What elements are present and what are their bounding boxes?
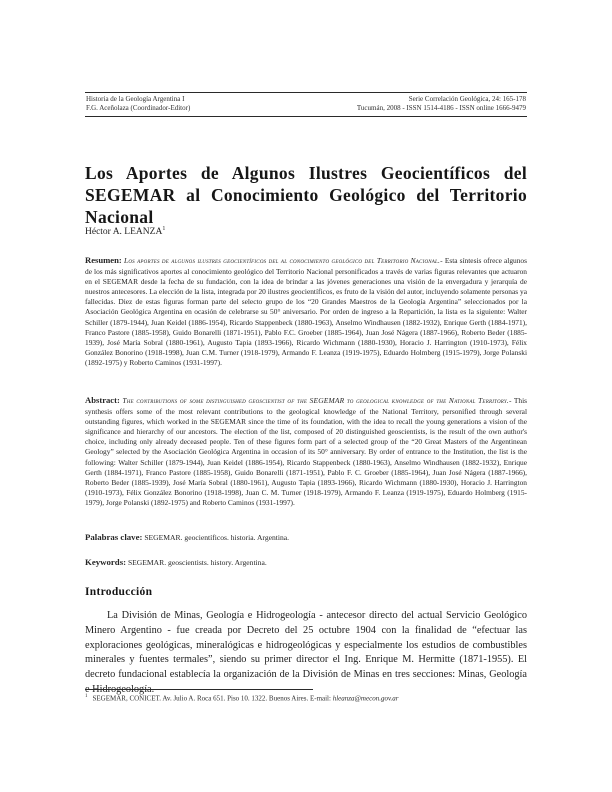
footnote: [85, 692, 527, 703]
resumen-label: Resumen:: [85, 255, 122, 266]
introduction-paragraph: [85, 609, 527, 697]
keywords-label: Keywords:: [85, 556, 127, 567]
author-line: [85, 226, 527, 237]
journal-series-title: Historia de la Geología Argentina I: [86, 95, 185, 103]
introduction-text: La División de Minas, Geología e Hidrogeología - antecesor directo del actual Servicio Geológico Minero Argentino - fue creada por Decreto del 25 octubre 1904 con la finalidad de “efectuar las exploraciones geológicas, mineralógicas e hidrogeológicas y especialmente los estudios de combustibles minerales y fuentes termales”, siendo su primer director el Ing. Enrique M. Hermitte (1871-1955). El decreto fundacional establecía la organización de la División de Minas en tres secciones: Minas, Geología e Hidrogeología.: [85, 610, 527, 695]
journal-editor: F.G. Aceñolaza (Coordinador-Editor): [86, 104, 191, 112]
palabras-clave-label: Palabras clave:: [85, 531, 143, 542]
journal-header-left: [86, 95, 190, 113]
article-title: Los Aportes de Algunos Ilustres Geocientíficos del SEGEMAR al Conocimiento Geológico del Territorio Nacional: [85, 162, 527, 227]
resumen-body: Esta síntesis ofrece algunos de los más significativos aportes al conocimiento geológico del Territorio Nacional personificados a través de varias figuras relevantes que actuaron en el SEGEMAR desde la fecha de su fundación, con la idea de brindar a las jóvenes generaciones una visión de la envergadura y jerarquía de nuestros antecesores. La elección de la lista, integrada por 20 ilustres geocientíficos, es fruto de la visión del autor, incluyendo solamente personas ya fallecidas. Diez de estas figuras forman parte del selecto grupo de los “20 Grandes Maestros de la Geología Argentina” seleccionados por la Asociación Geológica Argentina en ocasión de celebrarse su 50° aniversario. Por orden de ingreso a la Repartición, la lista es la siguiente: Walter Schiller (1879-1944), Juan Keidel (1886-1954), Ricardo Stappenbeck (1880-1963), Anselmo Windhausen (1882-1932), Enrique Gerth (1884-1971), Franco Pastore (1885-1958), Guido Bonarelli (1871-1951), Pablo F.C. Groeber (1885-1964), Juan José Nágera (1887-1966), Roberto Beder (1885-1939), José María Sobral (1880-1961), Augusto Tapia (1893-1966), Ricardo Wichmann (1880-1930), Horacio J. Harrington (1910-1973), Félix González Bonorino (1918-1998), Juan C.M. Turner (1918-1979), Armando F. Leanza (1919-1975), Eduardo Holmberg (1915-1979), Jorge Polanski (1892-1975) y Roberto Caminos (1931-1997).: [85, 256, 527, 368]
resumen-paragraph: [85, 255, 527, 368]
author-footnote-marker: 1: [162, 226, 166, 232]
abstract-label: Abstract:: [85, 395, 120, 406]
journal-header: [85, 92, 527, 117]
header-bottom-rule: [85, 116, 527, 117]
palabras-clave-line: [85, 532, 527, 542]
palabras-clave-text: SEGEMAR. geocientíficos. historia. Argentina.: [142, 532, 290, 542]
keywords-line: [85, 557, 527, 567]
abstract-paragraph: [85, 395, 527, 508]
author-name: Héctor A. LEANZA: [85, 227, 163, 238]
journal-issn: Tucumán, 2008 - ISSN 1514-4186 - ISSN online 1666-9479: [356, 104, 526, 112]
footnote-email: hleanza@mecon.gov.ar: [332, 694, 399, 703]
abstract-lead: The contributions of some distinguished geoscientist of the SEGEMAR to geological knowledge of the National Territory.-: [119, 396, 512, 406]
journal-header-right: [357, 95, 526, 113]
footnote-marker: 1: [85, 694, 88, 699]
footnote-text: SEGEMAR, CONICET. Av. Julio A. Roca 651. Piso 10. 1322. Buenos Aires. E-mail:: [92, 694, 333, 703]
journal-citation: Serie Correlación Geológica, 24: 165-178: [408, 95, 526, 103]
keywords-text: SEGEMAR. geoscientists. history. Argentina.: [126, 557, 267, 567]
resumen-lead: Los aportes de algunos ilustres geocientíficos del al conocimiento geológico del Territorio Nacional.-: [121, 256, 443, 266]
abstract-body: This synthesis offers some of the most relevant contributions to the geological knowledge of the National Territory, personified through several outstanding figures, which worked in the SEGEMAR since the time of its foundation, with the idea to recall the young generations a vision of the significance and hierarchy of our ancestors. The election of the list, composed of 20 distinguished geoscientists, is the result of the own author's choice, including only already deceased people. Ten of these figures form part of a selected group of the “20 Great Masters of the Argentinean Geology” selected by the Asociación Geológica Argentina in occasion of its 50° anniversary. By order of entrance to the Institution, the list is the following: Walter Schiller (1879-1944), Juan Keidel (1886-1954), Ricardo Stappenbeck (1880-1963), Anselmo Windhausen (1882-1932), Enrique Gerth (1884-1971), Franco Pastore (1885-1958), Guido Bonarelli (1871-1951), Pablo F. C. Groeber (1885-1964), Juan José Nágera (1887-1966), Roberto Beder (1885-1939), José María Sobral (1880-1961), Augusto Tapia (1893-1966), Ricardo Wichmann (1880-1930), Horacio J. Harrington (1910-1973), Félix González Bonorino (1918-1998), Juan C. M. Turner (1918-1979), Armando F. Leanza (1919-1975), Eduardo Holmberg (1915-1979), Jorge Polanski (1892-1975) and Roberto Caminos (1931-1997).: [85, 396, 527, 508]
footnote-rule: [85, 689, 313, 690]
section-heading-introduccion: Introducción: [85, 585, 153, 598]
